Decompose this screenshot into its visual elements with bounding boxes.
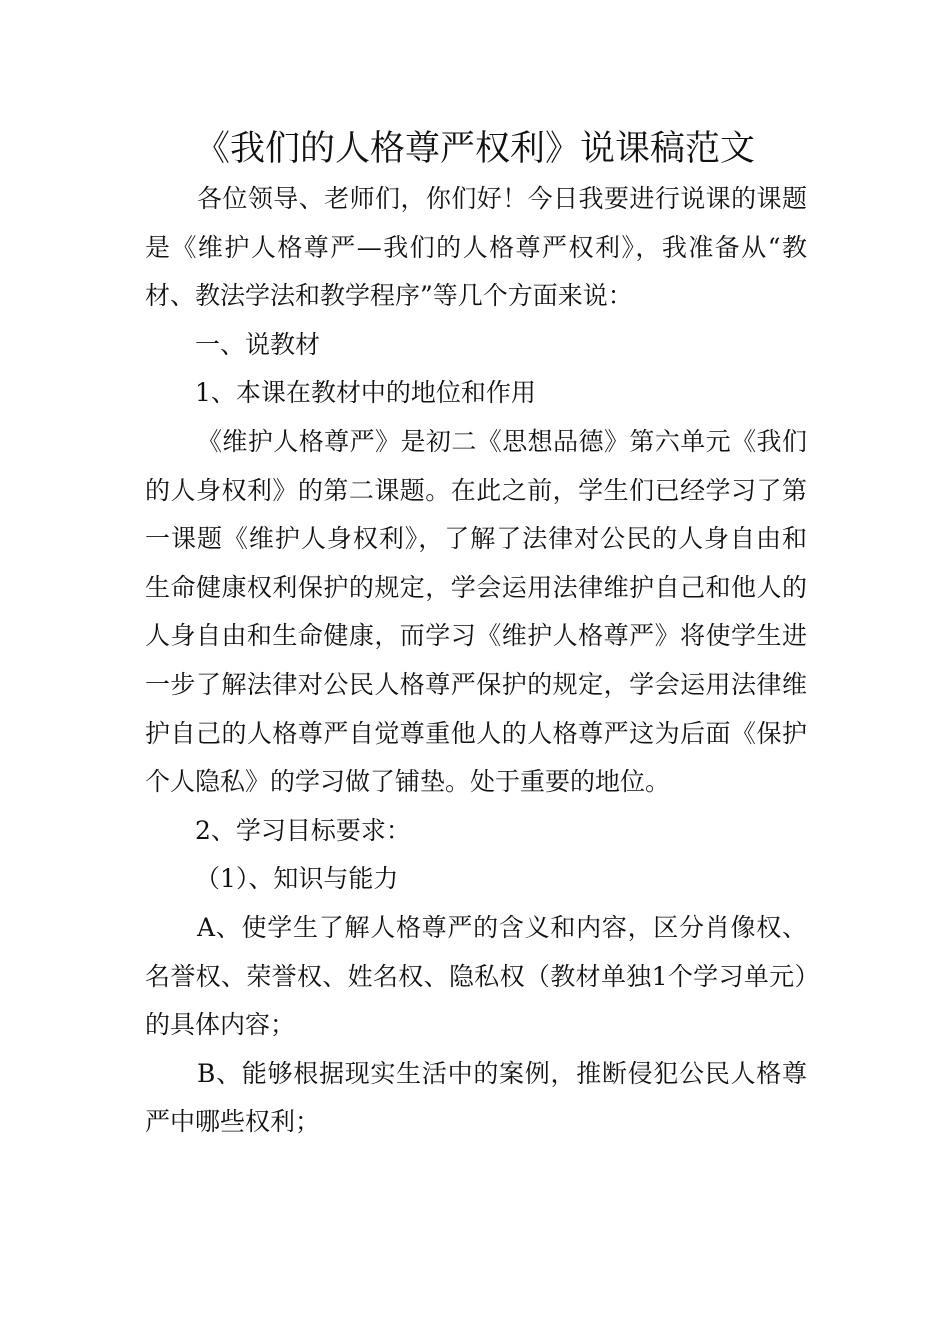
subsection-heading: 1、本课在教材中的地位和作用 xyxy=(195,378,536,408)
list-item: A、使学生了解人格尊严的含义和内容，区分肖像权、名誉权、荣誉权、姓名权、隐私权（教材单独1个学习单元）的具体内容； xyxy=(145,912,807,1040)
subsubsection-heading: （1）、知识与能力 xyxy=(195,864,399,894)
section-heading: 一、说教材 xyxy=(195,329,321,359)
paragraph-intro: 各位领导、老师们，你们好！今日我要进行说课的课题是《维护人格尊严—我们的人格尊严权利》，我准备从“教材、教法学法和教学程序”等几个方面来说： xyxy=(145,184,807,311)
list-item: B、能够根据现实生活中的案例，推断侵犯公民人格尊严中哪些权利； xyxy=(145,1058,807,1137)
subsection-heading: 2、学习目标要求： xyxy=(195,815,411,845)
document-title: 《我们的人格尊严权利》说课稿范文 xyxy=(194,129,755,169)
paragraph-content: 《维护人格尊严》是初二《思想品德》第六单元《我们的人身权利》的第二课题。在此之前，学生们已经学习了第一课题《维护人身权利》，了解了法律对公民的人身自由和生命健康权利保护的规定，学会运用法律维护自己和他人的人身自由和生命健康，而学习《维护人格尊严》将使学生进一步了解法律对公民人格尊严保护的规定，学会运用法律维护自己的人格尊严自觉尊重他人的人格尊严这为后面《保护个人隐私》的学习做了铺垫。处于重要的地位。 xyxy=(145,426,807,797)
document-body xyxy=(145,175,807,1147)
